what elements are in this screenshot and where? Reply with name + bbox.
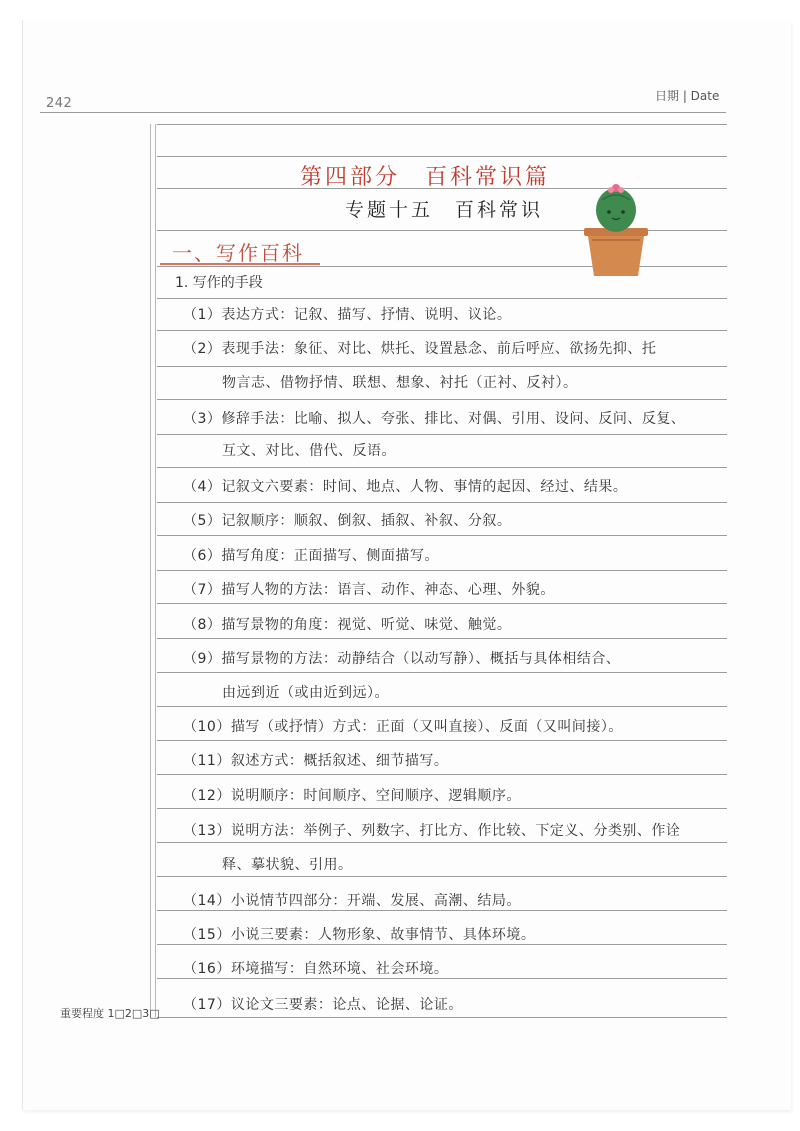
list-item-continuation: 物言志、借物抒情、联想、想象、衬托（正衬、反衬）。 xyxy=(222,375,578,391)
ruled-line xyxy=(157,156,727,157)
ruled-line xyxy=(157,740,727,741)
list-item-continuation: 由远到近（或由近到远）。 xyxy=(222,685,389,701)
ruled-line xyxy=(157,603,727,604)
margin-line-left xyxy=(150,124,151,1017)
list-item: （14）小说情节四部分：开端、发展、高潮、结局。 xyxy=(183,893,521,909)
ruled-line xyxy=(157,876,727,877)
list-item: （13）说明方法：举例子、列数字、打比方、作比较、下定义、分类别、作诠 xyxy=(183,823,681,839)
ruled-line xyxy=(157,672,727,673)
ruled-line xyxy=(157,638,727,639)
page-number: 242 xyxy=(46,96,73,111)
list-item: （5）记叙顺序：顺叙、倒叙、插叙、补叙、分叙。 xyxy=(183,513,512,529)
list-item: （17）议论文三要素：论点、论据、论证。 xyxy=(183,997,463,1013)
list-item: （1）表达方式：记叙、描写、抒情、说明、议论。 xyxy=(183,307,512,323)
list-item: （9）描写景物的方法：动静结合（以动写静）、概括与具体相结合、 xyxy=(183,651,621,667)
page-title: 第四部分 百科常识篇 xyxy=(300,165,551,190)
list-item: （10）描写（或抒情）方式：正面（又叫直接）、反面（又叫间接）。 xyxy=(183,719,623,735)
list-item: （12）说明顺序：时间顺序、空间顺序、逻辑顺序。 xyxy=(183,788,521,804)
ruled-line xyxy=(157,774,727,775)
ruled-line xyxy=(157,944,727,945)
ruled-line xyxy=(157,434,727,435)
ruled-line xyxy=(157,842,727,843)
ruled-line xyxy=(157,1017,727,1018)
ruled-line xyxy=(157,706,727,707)
ruled-line xyxy=(157,535,727,536)
ruled-line xyxy=(157,298,727,299)
ruled-line xyxy=(157,467,727,468)
ruled-line xyxy=(157,366,727,367)
margin-line-right xyxy=(155,124,156,1017)
ruled-line xyxy=(157,399,727,400)
section-heading: 一、写作百科 xyxy=(172,241,304,265)
date-label: 日期 | Date xyxy=(655,89,720,103)
ruled-line xyxy=(157,910,727,911)
ruled-line xyxy=(157,502,727,503)
page-subtitle: 专题十五 百科常识 xyxy=(345,199,544,221)
list-item: （6）描写角度：正面描写、侧面描写。 xyxy=(183,548,439,564)
cactus-illustration xyxy=(578,180,654,280)
ruled-line xyxy=(157,808,727,809)
list-item-continuation: 互文、对比、借代、反语。 xyxy=(222,443,396,459)
list-item: （2）表现手法：象征、对比、烘托、设置悬念、前后呼应、欲扬先抑、托 xyxy=(183,341,657,357)
ruled-line xyxy=(157,570,727,571)
list-item: （3）修辞手法：比喻、拟人、夸张、排比、对偶、引用、设问、反问、反复、 xyxy=(183,411,686,427)
list-item: （16）环境描写：自然环境、社会环境。 xyxy=(183,961,449,977)
list-item: （7）描写人物的方法：语言、动作、神态、心理、外貌。 xyxy=(183,582,555,598)
list-item: （11）叙述方式：概括叙述、细节描写。 xyxy=(183,753,449,769)
importance-rating: 重要程度 1□2□3□ xyxy=(60,1007,160,1020)
list-item: （4）记叙文六要素：时间、地点、人物、事情的起因、经过、结果。 xyxy=(183,479,628,495)
list-item-continuation: 释、摹状貌、引用。 xyxy=(222,857,353,873)
list-item: （8）描写景物的角度：视觉、听觉、味觉、触觉。 xyxy=(183,617,512,633)
list-item: （15）小说三要素：人物形象、故事情节、具体环境。 xyxy=(183,927,536,943)
header-rule xyxy=(40,112,726,113)
ruled-line xyxy=(157,124,727,125)
sub-heading: 1. 写作的手段 xyxy=(175,275,263,291)
ruled-line xyxy=(157,330,727,331)
ruled-line xyxy=(157,978,727,979)
section-heading-underline xyxy=(160,263,320,265)
